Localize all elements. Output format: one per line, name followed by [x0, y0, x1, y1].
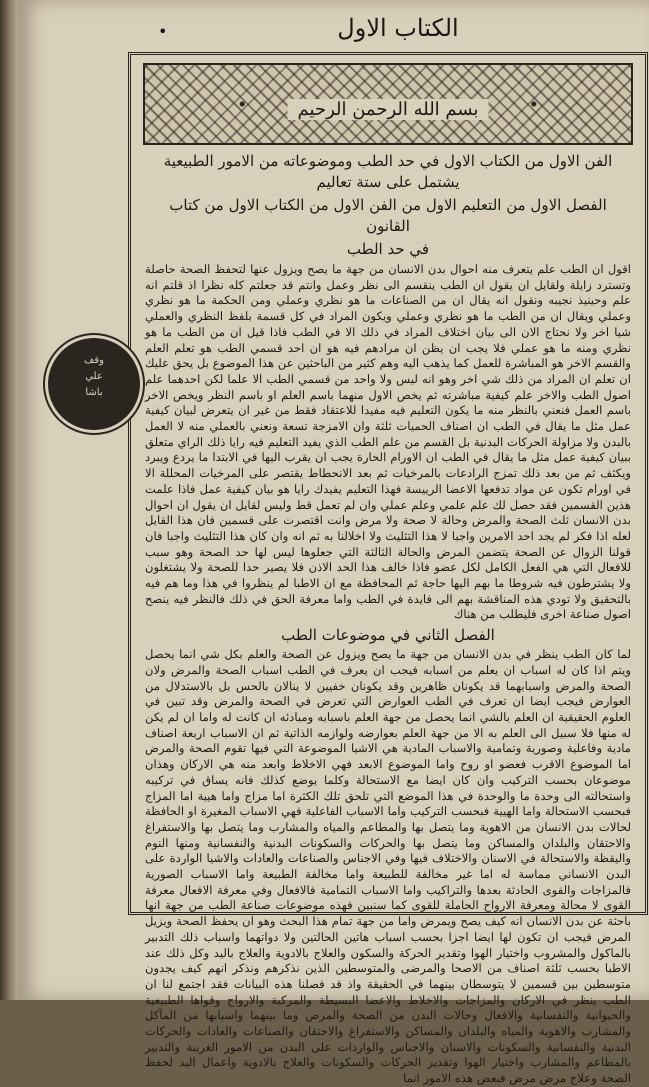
ownership-seal — [48, 338, 140, 430]
main-text — [145, 151, 632, 1086]
basmala: بسم الله الرحمن الرحيم — [288, 99, 489, 120]
running-head: الكتاب الاول — [337, 14, 459, 42]
text-frame — [128, 52, 648, 1086]
intro-line-2: الفصل الاول من التعليم الاول من الفن الاول من الكتاب الاول من كتاب القانون — [169, 196, 607, 235]
section-2-title: الفصل الثاني في موضوعات الطب — [281, 626, 495, 645]
page-marker: • — [158, 22, 168, 41]
seal-line-2: علي — [85, 371, 103, 382]
section-1-text: اقول ان الطب علم يتعرف منه احوال بدن الانسان من جهة ما يصح ويزول عنها لتحفظ الصحة حاصلة وتسترد زايلة ولقايل ان يقول ان الطب ينقسم الى نظر وعمل وانتم قد جعلتم كله نظرا اذ قلتم انه علم وحينيذ نجيبه ونقول انه يقال ان من الصناعات ما هو نظري وعملي ومن الحكمة ما هو نظري وعملي ويقال ان من الطب ما هو نظري وعملي ويكون المراد في كل قسمة بلفظ النظري والعملي شيا اخر ولا نحتاج الان الى بيان اختلاف المراد في ذلك الا في الطب فاذا قيل ان من الطب ما هو نظري ومنه ما هو عملي فلا يجب ان يظن ان مرادهم فيه هو ان احد قسمي الطب هو تعلم العلم والقسم الاخر هو المباشرة للعمل كما يذهب اليه وهم كثير من الباحثين عن هذا الموضوع بل يحق عليك ان تعلم ان المراد من ذلك شي اخر وهو انه ليس ولا واحد من قسمي الطب الا علما لكن احدهما علم اصول الطب والاخر علم كيفية مباشرته ثم يخص الاول منهما باسم العلم او باسم النظر ويخص الاخر باسم العمل فنعني بالنظر منه ما يكون التعليم فيه مفيدا للاعتقاد فقط من غير ان يتعرض لبيان كيفية عمل مثل ما يقال في الطب ان اصناف الحميات ثلثة وان الامزجة تسعة ونعني بالعملي منه لا العمل بالبدن ولا مزاولة الحركات البدنية بل القسم من علم الطب الذي يفيد التعليم فيه رايا ذلك الراي متعلق ببيان كيفية عمل مثل ما يقال في الطب ان الاورام الحارة يجب ان يقرب اليها في الابتدا ما يردع ويبرد ويكثف ثم من بعد ذلك تمزج الرادعات بالمرخيات ثم بعد الانحطاط يقتصر على المرخيات المحللة الا في اورام تكون عن مواد تدفعها الاعضا الرييسة فهذا التعليم يفيدك رايا هو بيان كيفية عمل فاذا علمت هذين القسمين فقد حصل لك علم علمي وعلم عملي وان لم تعمل قط وليس لقايل ان يقول ان احوال بدن الانسان ثلث الصحة والمرض وحالة لا صحة ولا مرض وانت اقتصرت على قسمين فان هذا القايل لعله اذا فكر لم يجد احد الامرين واجبا لا هذا التثليث ولا اخلالنا به ثم انه وان كان هذا التثليث واجبا فان قولنا الزوال عن الصحة يتضمن المرض والحالة الثالثة التي جعلوها ليس لها حد الصحة وهو سبب للافعال التي هي الفعل الكامل لكل عضو فاذا خالف هذا الحد الاذن فلا يصير حدا للصحة ولا يشتغلون ولا يشترطون فيه شروطا ما بهم اليها حاجة ثم المحافظة مع ان الاطبا لم ينظروا في هذا وما هم فيه بالتحقيق ولا تودي هذه المناقشة بهم الى فايدة في الطب واما معرفة الحق في ذلك فالنظر فيه ينصح اصول صناعة اخرى فليطلب من هناك — [145, 262, 632, 622]
intro-line-3: في حد الطب — [346, 240, 430, 258]
seal-line-1: وقف — [84, 355, 104, 366]
book-page — [18, 0, 649, 1086]
seal-line-3: باشا — [85, 387, 103, 398]
intro-line-1: الفن الاول من الكتاب الاول في حد الطب وموضوعاته من الامور الطبيعية يشتمل على ستة تعاليم — [163, 152, 613, 191]
section-2-text: لما كان الطب ينظر في بدن الانسان من جهة ما يصح ويزول عن الصحة والعلم بكل شي انما يحصل ويتم اذا كان له اسباب ان يعلم من اسبابه فيجب ان يعرف في الطب اسباب الصحة والمرض ولان الصحة والمرض واسبابهما قد يكونان ظاهرين وقد يكونان خفيين لا ينالان بالحس بل بالاستدلال من العوارض فيجب ايضا ان تعرف في الطب العوارض التي تعرض في الصحة والمرض وقد تبين في العلوم الحقيقية ان العلم بالشي انما يحصل من جهة العلم باسبابه ومبادئه ان كانت له واما ان لم يكن له منها فلا سبيل الى العلم به الا من جهة العلم بعوارضه ولوازمه الذاتية ثم ان الاسباب اربعة اصناف مادية وفاعلية وصورية وتمامية والاسباب المادية هي الاشيا الموضوعة التي فيها تقوم الصحة والمرض اما الموضوع الاقرب فعضو او روح واما الموضوع الابعد فهي الاخلاط وابعد منه هي الاركان وهذان موضوعان بحسب التركيب وان كان ايضا مع الاستحالة وكلما يوضع كذلك فانه يساق في تركيبه واستحالته الى وحدة ما والوحدة في هذا الموضع التي تلحق تلك الكثرة اما مزاج واما هيية اما المزاج فبحسب الاستحالة واما الهيية فبحسب التركيب واما الاسباب الفاعلية فهي الاسباب المغيرة او الحافظة لحالات بدن الانسان من الاهوية وما يتصل بها والمطاعم والمياه والمشارب وما يتصل بها والاستفراغ والاحتقان والبلدان والمساكن وما يتصل بها والحركات والسكونات البدنية والنفسانية ومنها النوم واليقظة والاستحالة في الاسنان والاختلاف فيها وفي الاجناس والصناعات والعادات والاشيا الواردة على البدن الانساني مماسة له اما غير مخالفة للطبيعة واما مخالفة الطبيعة واما الاسباب الصورية فالمزاجات والقوى الحادثة بعدها والتراكيب واما الاسباب التمامية فالافعال وفي معرفة الافعال معرفة القوى لا محالة ومعرفة الارواح الحاملة للقوى كما سنبين فهذه موضوعات صناعة الطب من جهة انها باحثة عن بدن الانسان انه كيف يصح ويمرض واما من جهة تمام هذا البحث وهو ان يحفظ الصحة ويزيل المرض فيجب ان تكون لها ايضا اجزا بحسب اسباب هاتين الحالتين ولا دواتهما واسباب ذلك التدبير بالماكول والمشروب واختيار الهوا وتقدير الحركة والسكون والعلاج بالادوية والعلاج باليد وكل ذلك عند الاطبا بحسب ثلثة اصناف من الاصحا والمرضى والمتوسطين الذين نذكرهم ونذكر انهم كيف يجدون متوسطين بين قسمين لا يتوسطان بينهما في الحقيقة واذ قد فصلنا هذه البيانات فقد اجتمع لنا ان الطب ينظر في الاركان والمزاجات والاخلاط والاعضا البسيطة والمركبة والارواح وقواها الطبيعية والحيوانية والنفسانية والافعال وحالات البدن من الصحة والمرض وما بينهما واسبابها من المآكل والمشارب والاهوية والمياه والبلدان والمساكن والاستفراغ والاحتقان والصناعات والعادات والحركات البدنية والنفسانية والسكونات والاسنان والاجناس والواردات على البدن من الامور الغريبة والتدبير بالمطاعم والمشارب واختيار الهوا وتقدير الحركات والسكونات والعلاج بالادوية واعمال اليد لحفظ الصحة وعلاج مرض مرض فبعض هذه الامور انما — [145, 647, 631, 1086]
